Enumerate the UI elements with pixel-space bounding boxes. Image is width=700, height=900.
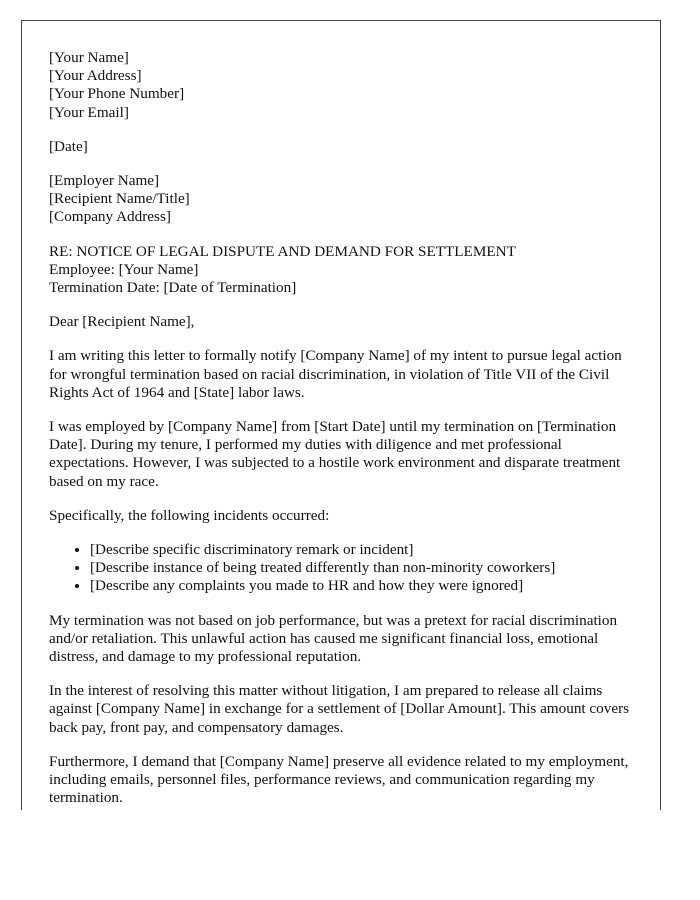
sender-block [49, 49, 639, 122]
salutation: Dear [Recipient Name], [49, 313, 195, 331]
subject-block [49, 243, 639, 298]
subject-termination-date: Termination Date: [Date of Termination] [49, 279, 297, 297]
paragraph-pretext: My termination was not based on job performance, but was a pretext for racial discrimination and/or retaliation. This unlawful action has caused me significant financial loss, emotional distress, and damage to my professional reputation. [49, 611, 618, 666]
sender-email: [Your Email] [49, 103, 129, 121]
paragraph-preservation: Furthermore, I demand that [Company Name] preserve all evidence related to my employment, including emails, personnel files, performance reviews, and communication regarding my termination. [49, 752, 629, 807]
recipient-employer: [Employer Name] [49, 172, 160, 190]
incident-list [49, 541, 639, 596]
recipient-address: [Company Address] [49, 208, 171, 226]
subject-line: RE: NOTICE OF LEGAL DISPUTE AND DEMAND FOR SETTLEMENT [49, 242, 516, 260]
letter-page [21, 20, 661, 810]
list-item: • [Describe specific discriminatory remark or incident] [90, 541, 639, 559]
letter-date: [Date] [49, 137, 88, 155]
list-item: • [Describe instance of being treated differently than non-minority coworkers] [90, 559, 639, 577]
list-item: • [Describe any complaints you made to HR and how they were ignored] [90, 577, 639, 595]
date-block [49, 138, 639, 156]
recipient-name-title: [Recipient Name/Title] [49, 190, 190, 208]
subject-employee: Employee: [Your Name] [49, 260, 199, 278]
paragraph-incidents-intro: Specifically, the following incidents occurred: [49, 506, 330, 524]
letter-body [49, 49, 639, 810]
recipient-block [49, 172, 639, 227]
sender-name: [Your Name] [49, 49, 129, 66]
sender-address: [Your Address] [49, 67, 142, 85]
paragraph-intro: I am writing this letter to formally notify [Company Name] of my intent to pursue legal action for wrongful termination based on racial discrimination, in violation of Title VII of the Civil Rights Act of 1964 and [State] labor laws. [49, 347, 622, 401]
paragraph-settlement: In the interest of resolving this matter without litigation, I am prepared to release all claims against [Company Name] in exchange for a settlement of [Dollar Amount]. This amount covers back pay, front pay, and compensatory damages. [49, 682, 630, 736]
paragraph-employment: I was employed by [Company Name] from [Start Date] until my termination on [Termination Date]. During my tenure, I performed my duties with diligence and met professional expectations. However, I was subjected to a hostile work environment and disparate treatment based on my race. [49, 418, 621, 490]
sender-phone: [Your Phone Number] [49, 85, 185, 103]
